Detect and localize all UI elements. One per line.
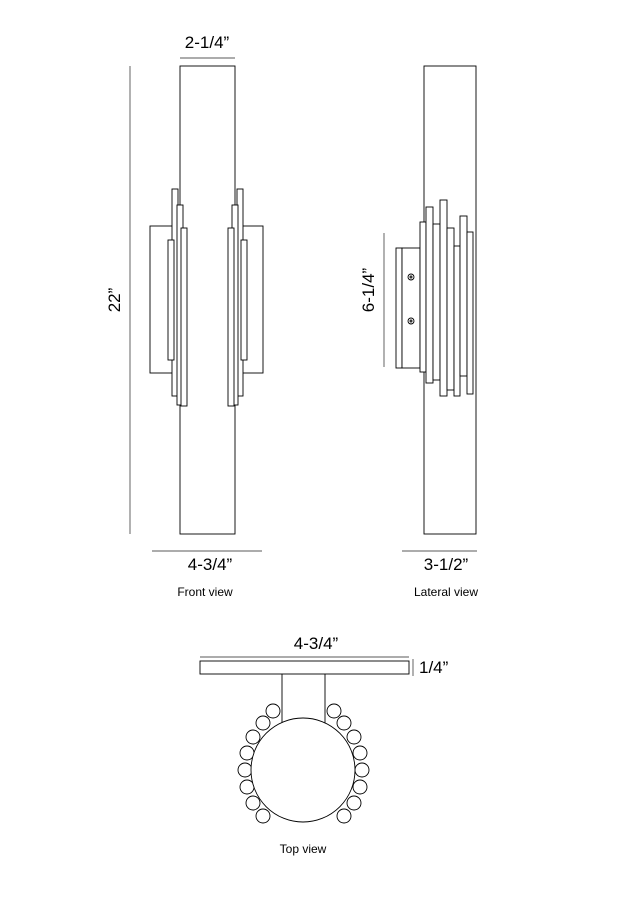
- bead: [347, 730, 361, 744]
- bead: [240, 746, 254, 760]
- top-thickness-label: 1/4”: [419, 658, 449, 677]
- bead: [238, 763, 252, 777]
- front-view: [105, 33, 263, 599]
- front-fin: [228, 228, 234, 406]
- lateral-plate-height-label: 6-1/4”: [359, 267, 378, 313]
- lateral-fin: [447, 228, 454, 390]
- bead: [327, 704, 341, 718]
- top-wall-plate: [200, 661, 409, 674]
- lateral-fin: [460, 216, 467, 376]
- front-tube: [180, 66, 235, 534]
- lateral-fin: [454, 246, 460, 396]
- bead: [266, 704, 280, 718]
- lateral-mount-bracket: [402, 248, 420, 368]
- lateral-fin: [433, 224, 440, 380]
- front-view-caption: Front view: [177, 585, 233, 599]
- lateral-mount-plate: [396, 248, 402, 368]
- front-fin: [168, 240, 174, 360]
- bead: [347, 796, 361, 810]
- lateral-fin: [440, 200, 447, 396]
- lateral-view-caption: Lateral view: [413, 585, 479, 599]
- top-width-label: 4-3/4”: [293, 634, 339, 653]
- bead: [355, 763, 369, 777]
- front-top-width-label: 2-1/4”: [184, 33, 230, 52]
- bead: [246, 796, 260, 810]
- lateral-view: [359, 66, 478, 599]
- bead: [246, 730, 260, 744]
- bead: [353, 746, 367, 760]
- bead: [240, 780, 254, 794]
- bead: [256, 716, 270, 730]
- bead: [353, 780, 367, 794]
- front-fin: [181, 228, 187, 406]
- bead: [256, 809, 270, 823]
- front-height-label: 22”: [105, 287, 124, 313]
- top-view: [200, 634, 449, 856]
- lateral-fin: [420, 222, 426, 372]
- lateral-depth-label: 3-1/2”: [423, 555, 469, 574]
- front-fin: [241, 240, 247, 360]
- top-view-caption: Top view: [279, 842, 327, 856]
- lateral-fin: [426, 207, 433, 383]
- bead: [337, 809, 351, 823]
- lateral-fin: [467, 232, 473, 394]
- top-tube-circle: [251, 718, 355, 822]
- front-base-width-label: 4-3/4”: [187, 555, 233, 574]
- bead: [337, 716, 351, 730]
